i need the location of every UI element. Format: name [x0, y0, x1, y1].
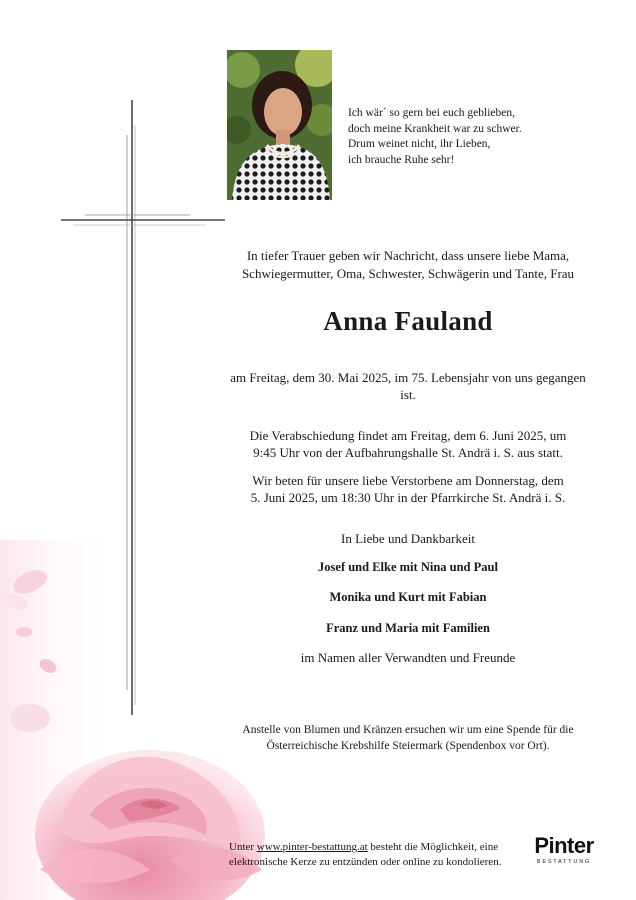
candle-rest: besteht die Möglichkeit, eine: [367, 841, 499, 853]
farewell-line: 9:45 Uhr von der Aufbahrungshalle St. Andrä i. S. aus statt.: [253, 445, 563, 460]
family-line: Franz und Maria mit Familien: [326, 621, 490, 635]
logo-word: Pinter: [534, 833, 594, 858]
mourners-intro: In Liebe und Dankbarkeit: [341, 531, 475, 546]
pinter-logo: [528, 834, 600, 865]
candle-prefix: Unter: [229, 841, 257, 853]
donation-line: Anstelle von Blumen und Kränzen ersuchen wir um eine Spende für die: [242, 724, 574, 736]
relatives-line: im Namen aller Verwandten und Freunde: [300, 650, 516, 665]
death-notice: [225, 369, 591, 403]
family-line: Monika und Kurt mit Fabian: [329, 590, 487, 604]
website-link[interactable]: www.pinter-bestattung.at: [256, 841, 368, 853]
poem-line: Drum weinet nicht, ihr Lieben,: [348, 138, 491, 150]
farewell-line: Die Verabschiedung findet am Freitag, dem 6. Juni 2025, um: [249, 428, 567, 443]
intro-line: In tiefer Trauer geben wir Nachricht, dass unsere liebe Mama,: [246, 248, 570, 263]
cross-icon: [55, 95, 235, 720]
poem-line: doch meine Krankheit war zu schwer.: [348, 122, 522, 135]
prayer-service: [225, 472, 591, 506]
death-line: am Freitag, dem 30. Mai 2025, im 75. Lebensjahr von uns gegangen: [230, 370, 586, 385]
portrait-photo: [227, 50, 332, 200]
prayer-line: 5. Juni 2025, um 18:30 Uhr in der Pfarrkirche St. Andrä i. S.: [250, 490, 566, 505]
poem-line: Ich wär´ so gern bei euch geblieben,: [348, 107, 515, 119]
prayer-line: Wir beten für unsere liebe Verstorbene am Donnerstag, dem: [252, 473, 564, 488]
family-line: Josef und Elke mit Nina und Paul: [318, 560, 498, 574]
donation-line: Österreichische Krebshilfe Steiermark (Spendenbox vor Ort).: [266, 740, 550, 752]
intro-line: Schwiegermutter, Oma, Schwester, Schwägerin und Tante, Frau: [241, 266, 575, 281]
logo-subtitle: BESTATTUNG: [536, 859, 592, 865]
candle-line: elektronische Kerze zu entzünden oder online zu kondolieren.: [229, 856, 502, 868]
deceased-name: Anna Fauland: [323, 306, 493, 336]
farewell-service: [225, 427, 591, 461]
death-line: ist.: [400, 387, 416, 402]
poem: [348, 106, 578, 168]
donation-notice: [225, 722, 591, 754]
announcement-intro: [225, 247, 591, 283]
poem-line: ich brauche Ruhe sehr!: [348, 153, 455, 166]
online-condolence-notice: [229, 840, 519, 870]
